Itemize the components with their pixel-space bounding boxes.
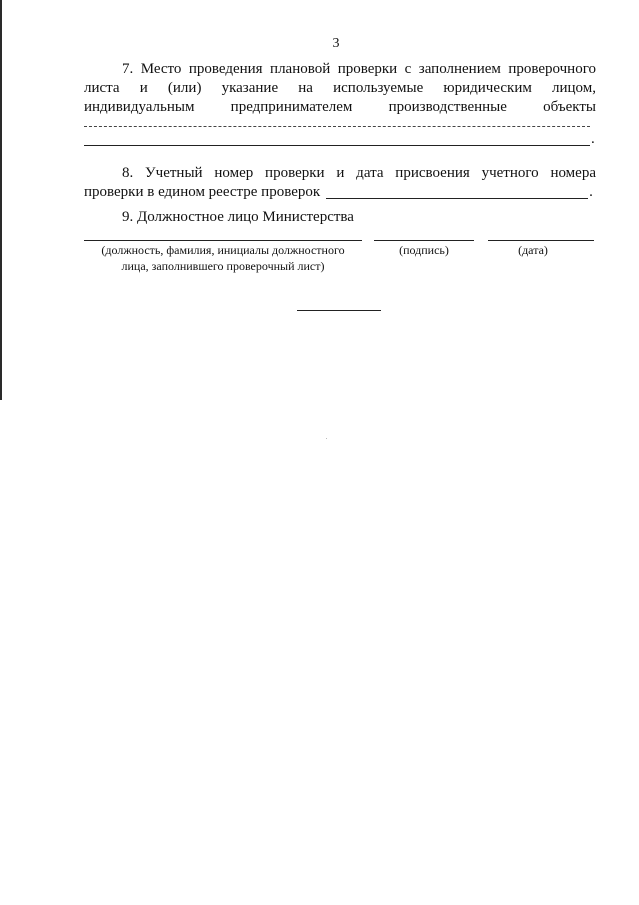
official-name-line[interactable]: [84, 240, 362, 241]
official-caption: [76, 242, 370, 274]
item-7-line-1: 7. Место проведения плановой проверки с заполнением проверочного: [122, 61, 596, 77]
item-7-line-2: листа и (или) указание на используемые юридическим лицом,: [84, 80, 596, 96]
item-8-paragraph: [84, 164, 596, 202]
item-8-end-mark: .: [589, 184, 593, 200]
item-8-registry-number-blank[interactable]: [326, 184, 588, 199]
scan-speck: [326, 438, 327, 439]
item-8-line-2-row: [84, 183, 596, 202]
signature-caption: (подпись): [399, 243, 449, 257]
item-7-end-mark: .: [591, 131, 595, 147]
date-line[interactable]: [488, 240, 594, 241]
date-caption: (дата): [518, 243, 548, 257]
item-7-blank-line-1[interactable]: [84, 126, 590, 127]
end-of-document-rule: [297, 310, 381, 311]
item-9-paragraph: [84, 208, 596, 227]
item-8-line-1: 8. Учетный номер проверки и дата присвоения учетного номера: [122, 165, 596, 181]
official-caption-line-2: лица, заполнившего проверочный лист): [121, 259, 325, 273]
item-7-blank-line-2[interactable]: [84, 145, 590, 146]
signature-line[interactable]: [374, 240, 474, 241]
item-7-line-3: индивидуальным предпринимателем производственные объекты: [84, 99, 596, 115]
scan-edge-shadow: [0, 0, 2, 400]
page-number: 3: [332, 36, 340, 51]
item-8-line-2: проверки в едином реестре проверок: [84, 184, 321, 200]
official-caption-line-1: (должность, фамилия, инициалы должностного: [101, 243, 345, 257]
item-7-paragraph: [84, 60, 596, 117]
item-9-label: 9. Должностное лицо Министерства: [122, 209, 354, 225]
